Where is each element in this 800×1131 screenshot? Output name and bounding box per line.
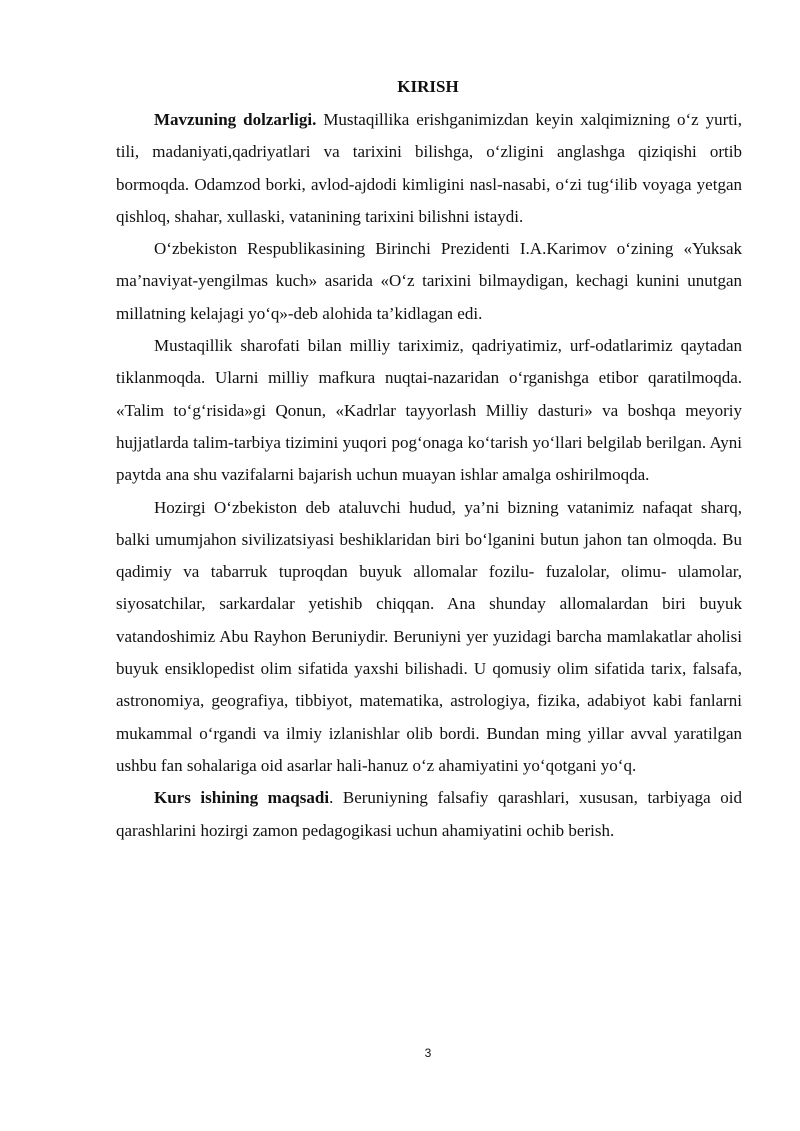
paragraph-quote — [116, 233, 742, 330]
paragraph-text: O‘zbekiston Respublikasining Birinchi Prezidenti I.A.Karimov o‘zining «Yuksak ma’naviyat-yengilmas kuch» asarida «O‘z tarixini bilmaydigan, kechagi kunini unutgan millatning kelajagi yo‘q»-deb alohida ta’kidlagan edi. — [116, 239, 742, 323]
paragraph-beruni — [116, 492, 742, 783]
paragraph-text: . Beruniyning falsafiy qarashlari, xususan, tarbiyaga oid qarashlarini hozirgi zamon pedagogikasi uchun ahamiyatini ochib berish. — [116, 788, 743, 840]
paragraph-lead: Mavzuning dolzarligi. — [154, 110, 317, 129]
paragraph-independence — [116, 330, 742, 491]
paragraph-goal — [116, 782, 742, 847]
paragraph-text: Mustaqillika erishganimizdan keyin xalqimizning o‘z yurti, tili, madaniyati,qadriyatlari va tarixini bilishga, o‘zligini anglashga qiziqishi ortib bormoqda. Odamzod borki, avlod-ajdodi kimligini nasl-nasabi, o‘zi tug‘ilib voyaga yetgan qishloq, shahar, xullaski, vatanining tarixini bilishni istaydi. — [116, 110, 742, 226]
paragraph-text: Mustaqillik sharofati bilan milliy tariximiz, qadriyatimiz, urf-odatlarimiz qaytadan tiklanmoqda. Ularni milliy mafkura nuqtai-nazaridan o‘rganishga etibor qaratilmoqda. «Talim to‘g‘risida»gi Qonun, «Kadrlar tayyorlash Milliy dasturi» va boshqa meyoriy hujjatlarda talim-tarbiya tizimini yuqori pog‘onaga ko‘tarish yo‘llari belgilab berilgan. Ayni paytda ana shu vazifalarni bajarish uchun muayan ishlar amalga oshirilmoqda. — [116, 336, 742, 485]
page-number: 3 — [424, 1046, 432, 1060]
paragraph-lead: Kurs ishining maqsadi — [154, 788, 330, 808]
page-title: KIRISH — [397, 77, 459, 96]
body-text — [116, 104, 742, 847]
paragraph-relevance — [116, 104, 742, 233]
paragraph-text: Hozirgi O‘zbekiston deb ataluvchi hudud, ya’ni bizning vatanimiz nafaqat sharq, balki umumjahon sivilizatsiyasi beshiklaridan biri bo‘lganini butun jahon tan olmoqda. Bu qadimiy va tabarruk tuproqdan buyuk allomalar fozilu- fuzalolar, olimu- ulamolar, siyosatchilar, sarkardalar yetishib chiqqan. Ana shunday allomalardan biri buyuk vatandoshimiz Abu Rayhon Beruniydir. Beruniyni yer yuzidagi barcha mamlakatlar aholisi buyuk ensiklopedist olim sifatida yaxshi bilishadi. U qomusiy olim sifatida tarix, falsafa, astronomiya, geografiya, tibbiyot, matematika, astrologiya, fizika, adabiyot kabi fanlarni mukammal o‘rgandi va ilmiy izlanishlar olib bordi. Bundan ming yillar avval yaratilgan ushbu fan sohalariga oid asarlar hali-hanuz o‘z ahamiyatini yo‘qotgani yo‘q. — [116, 497, 742, 775]
